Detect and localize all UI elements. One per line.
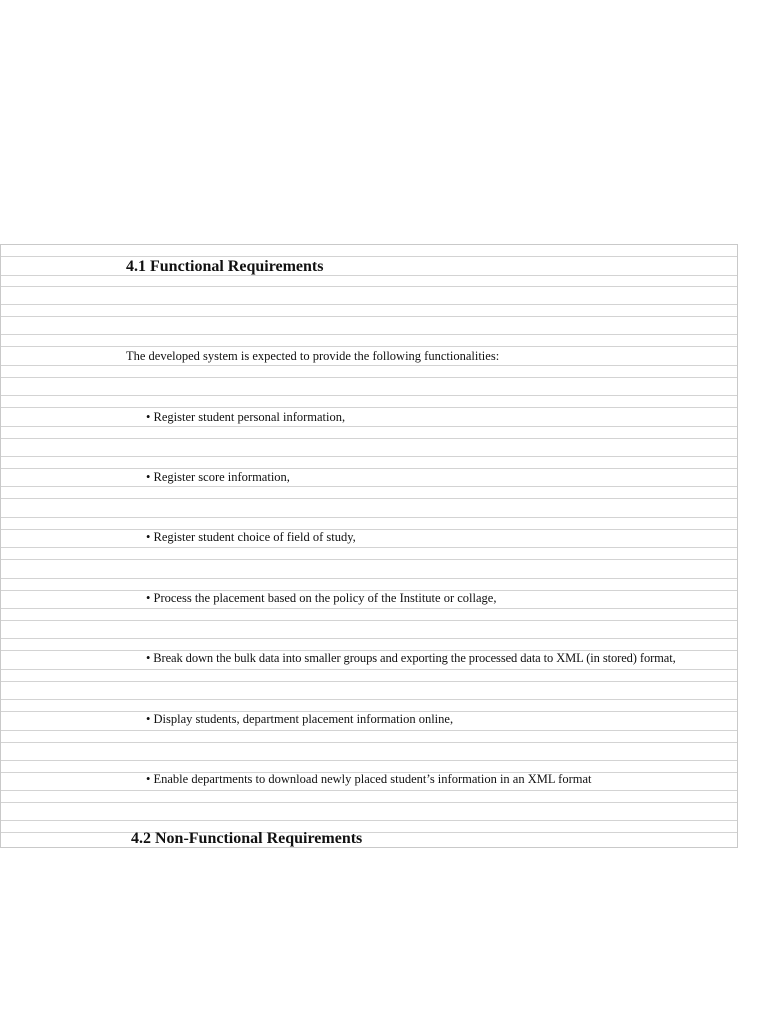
list-item: • Register student choice of field of study, xyxy=(146,530,356,544)
sheet-rule xyxy=(1,256,737,257)
sheet-rule xyxy=(1,760,737,761)
sheet-rule xyxy=(1,456,737,457)
sheet-rule xyxy=(1,395,737,396)
sheet-rule xyxy=(1,468,737,469)
list-item: • Break down the bulk data into smaller groups and exporting the processed data to XML (in stored) format, xyxy=(146,651,676,665)
sheet-rule xyxy=(1,832,737,833)
sheet-rule xyxy=(1,608,737,609)
list-item: • Display students, department placement information online, xyxy=(146,712,454,726)
intro-paragraph: The developed system is expected to provide the following functionalities: xyxy=(126,349,500,363)
sheet-rule xyxy=(1,426,737,427)
sheet-rule xyxy=(1,498,737,499)
sheet-rule xyxy=(1,742,737,743)
sheet-rule xyxy=(1,681,737,682)
sheet-rule xyxy=(1,407,737,408)
list-item: • Process the placement based on the policy of the Institute or collage, xyxy=(146,591,497,605)
sheet-rule xyxy=(1,316,737,317)
sheet-rule xyxy=(1,578,737,579)
sheet-rule xyxy=(1,699,737,700)
sheet-rule xyxy=(1,559,737,560)
sheet-rule xyxy=(1,438,737,439)
sheet-rule xyxy=(1,304,737,305)
list-item: • Enable departments to download newly placed student’s information in an XML format xyxy=(146,772,592,786)
sheet-rule xyxy=(1,275,737,276)
list-item: • Register score information, xyxy=(146,470,290,484)
sheet-rule xyxy=(1,730,737,731)
ruled-sheet xyxy=(0,244,738,848)
sheet-rule xyxy=(1,820,737,821)
sheet-rule xyxy=(1,790,737,791)
sheet-rule xyxy=(1,346,737,347)
sheet-rule xyxy=(1,377,737,378)
sheet-rule xyxy=(1,547,737,548)
sheet-rule xyxy=(1,529,737,530)
sheet-rule xyxy=(1,620,737,621)
sheet-rule xyxy=(1,802,737,803)
sheet-rule xyxy=(1,638,737,639)
list-item: • Register student personal information, xyxy=(146,410,346,424)
sheet-rule xyxy=(1,286,737,287)
section-heading-functional: 4.1 Functional Requirements xyxy=(126,258,324,275)
sheet-rule xyxy=(1,365,737,366)
sheet-rule xyxy=(1,486,737,487)
sheet-rule xyxy=(1,669,737,670)
sheet-rule xyxy=(1,334,737,335)
section-heading-non-functional: 4.2 Non-Functional Requirements xyxy=(131,830,363,847)
sheet-rule xyxy=(1,517,737,518)
